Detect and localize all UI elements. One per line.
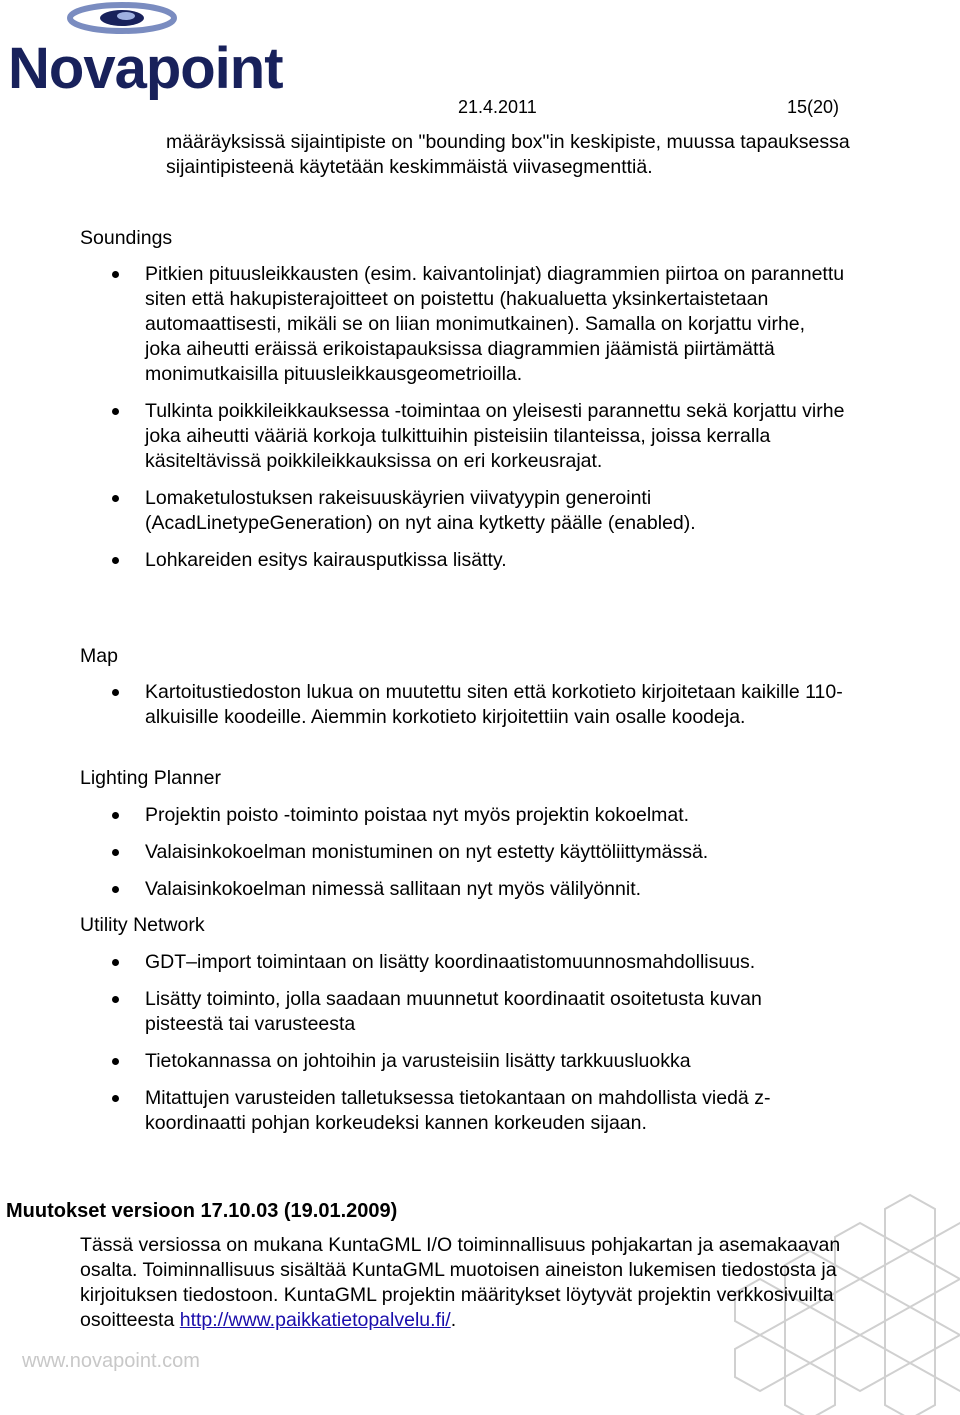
bullet-icon	[112, 1058, 119, 1065]
list-item: GDT–import toimintaan on lisätty koordinaatistomuunnosmahdollisuus.	[0, 950, 845, 975]
footer-website-url: www.novapoint.com	[22, 1350, 200, 1372]
map-list	[0, 680, 845, 730]
bullet-icon	[112, 408, 119, 415]
header-date: 21.4.2011	[458, 97, 537, 117]
section-heading-map: Map	[80, 645, 118, 667]
section-heading-utility-network: Utility Network	[80, 914, 205, 936]
bullet-icon	[112, 689, 119, 696]
list-item: Tietokannassa on johtoihin ja varusteisiin lisätty tarkkuusluokka	[0, 1049, 845, 1074]
list-item: Kartoitustiedoston lukua on muutettu siten että korkotieto kirjoitetaan kaikille 110-alkuisille koodeille. Aiemmin korkotieto kirjoitettiin vain osalle koodeja.	[0, 680, 845, 730]
intro-paragraph: määräyksissä sijaintipiste on "bounding box"in keskipiste, muussa tapauksessa sijaintipisteenä käytetään keskimmäistä viivasegmenttiä.	[166, 131, 850, 178]
soundings-list	[0, 262, 845, 573]
list-item: Pitkien pituusleikkausten (esim. kaivantolinjat) diagrammien piirtoa on parannettu siten että hakupisterajoitteet on poistettu (hakualuetta yksinkertaistetaan automaattisesti, mikäli se on liian monimutkainen). Samalla on korjattu virhe, joka aiheutti eräissä erikoistapauksissa diagrammien jäämistä piirtämättä monimutkaisilla pituusleikkausgeometrioilla.	[0, 262, 845, 387]
bullet-icon	[112, 849, 119, 856]
bullet-icon	[112, 959, 119, 966]
project-website-link[interactable]: http://www.paikkatietopalvelu.fi/	[179, 1309, 451, 1331]
list-item: Lisätty toiminto, jolla saadaan muunnetut koordinaatit osoitetusta kuvan pisteestä tai varusteesta	[0, 987, 845, 1037]
list-item: Valaisinkokoelman monistuminen on nyt estetty käyttöliittymässä.	[0, 840, 845, 865]
section-heading-soundings: Soundings	[80, 227, 173, 249]
list-item: Valaisinkokoelman nimessä sallitaan nyt myös välilyönnit.	[0, 877, 845, 902]
novapoint-logo	[4, 0, 304, 100]
list-item: Mitattujen varusteiden talletuksessa tietokantaan on mahdollista viedä z-koordinaatti pohjan korkeudeksi kannen korkeuden sijaan.	[0, 1086, 845, 1136]
bullet-icon	[112, 1095, 119, 1102]
lighting-list	[0, 803, 845, 902]
utility-list	[0, 950, 845, 1136]
list-item: Lohkareiden esitys kairausputkissa lisätty.	[0, 548, 845, 573]
list-item: Tulkinta poikkileikkauksessa -toimintaa on yleisesti parannettu sekä korjattu virhe joka aiheutti vääriä korkoja tulkittuihin pisteisiin tilanteissa, joissa kerralla käsiteltävissä poikkileikkauksissa on eri korkeusrajat.	[0, 399, 845, 474]
bullet-icon	[112, 271, 119, 278]
bullet-icon	[112, 495, 119, 502]
section-heading-lighting-planner: Lighting Planner	[80, 767, 221, 789]
version-paragraph: Tässä versiossa on mukana KuntaGML I/O toiminnallisuus pohjakartan ja asemakaavan osalta. Toiminnallisuus sisältää KuntaGML muotoisen aineiston lukemisen tiedostosta ja kirjoituksen tiedostoon. KuntaGML projektin määritykset löytyvät projektin verkkosivuilta osoitteesta http://www.paikkatietopalvelu.fi/.	[80, 1234, 841, 1331]
list-item: Lomaketulostuksen rakeisuuskäyrien viivatyypin generointi (AcadLinetypeGeneration) on nyt aina kytketty päälle (enabled).	[0, 486, 845, 536]
version-heading: Muutokset versioon 17.10.03 (19.01.2009)	[6, 1200, 398, 1222]
header-page-number: 15(20)	[787, 97, 840, 117]
list-item: Projektin poisto -toiminto poistaa nyt myös projektin kokoelmat.	[0, 803, 845, 828]
logo-wordmark: Novapoint	[8, 36, 283, 101]
bullet-icon	[112, 812, 119, 819]
bullet-icon	[112, 996, 119, 1003]
bullet-icon	[112, 886, 119, 893]
bullet-icon	[112, 557, 119, 564]
